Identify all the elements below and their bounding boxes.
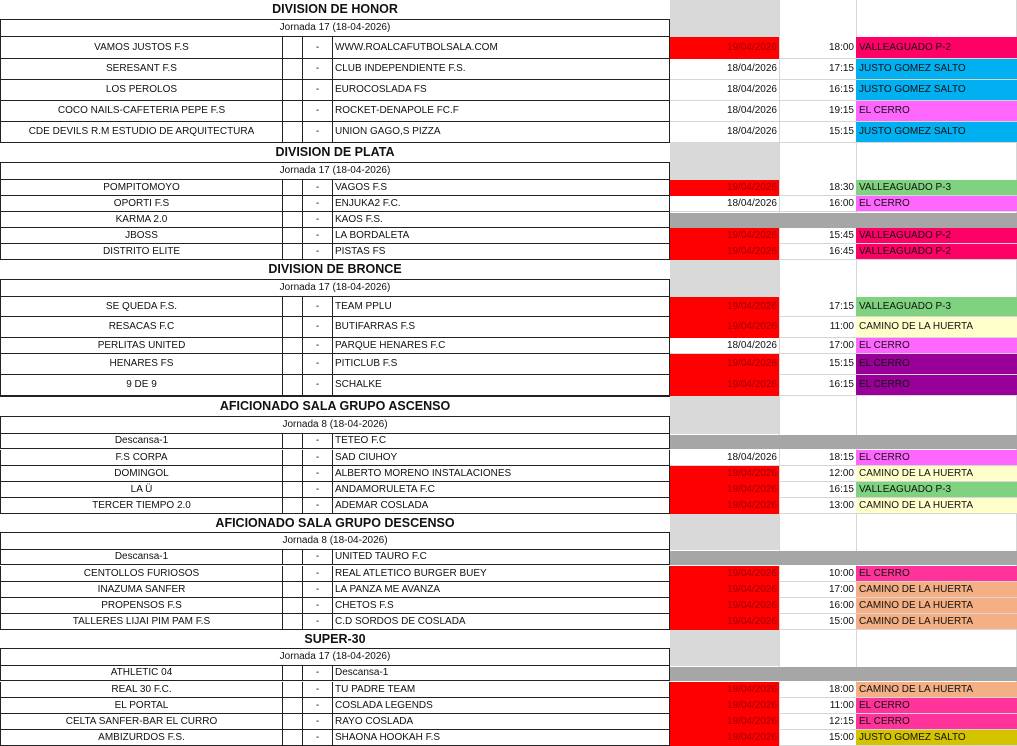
match-time[interactable]: 16:00 bbox=[779, 598, 856, 614]
section-header-shade bbox=[670, 630, 779, 666]
match-date[interactable]: 19/04/2026 bbox=[670, 682, 779, 698]
section-jornada: Jornada 17 (18-04-2026) bbox=[0, 163, 670, 180]
away-team[interactable]: ROCKET-DENAPOLE FC.F bbox=[332, 101, 670, 122]
away-team[interactable]: Descansa-1 bbox=[332, 666, 670, 681]
away-team[interactable]: TETEO F.C bbox=[332, 434, 670, 449]
versus-dash: - bbox=[302, 666, 332, 681]
away-team[interactable]: PISTAS FS bbox=[332, 244, 670, 260]
versus-dash: - bbox=[302, 550, 332, 565]
away-team[interactable]: KAOS F.S. bbox=[332, 212, 670, 228]
match-venue[interactable]: JUSTO GOMEZ SALTO bbox=[856, 730, 1017, 746]
versus-dash: - bbox=[302, 698, 332, 714]
match-time[interactable]: 15:15 bbox=[779, 122, 856, 143]
versus-dash: - bbox=[302, 566, 332, 582]
away-team[interactable]: PARQUE HENARES F.C bbox=[332, 338, 670, 354]
match-venue[interactable]: JUSTO GOMEZ SALTO bbox=[856, 59, 1017, 80]
match-date[interactable]: 19/04/2026 bbox=[670, 375, 779, 396]
match-venue[interactable]: CAMINO DE LA HUERTA bbox=[856, 614, 1017, 630]
match-venue[interactable]: CAMINO DE LA HUERTA bbox=[856, 682, 1017, 698]
home-team[interactable]: CDE DEVILS R.M ESTUDIO DE ARQUITECTURA bbox=[0, 122, 282, 143]
match-venue[interactable]: EL CERRO bbox=[856, 450, 1017, 466]
match-time[interactable]: 16:15 bbox=[779, 375, 856, 396]
rest-match-bar bbox=[670, 435, 1017, 449]
rest-match-bar bbox=[670, 551, 1017, 565]
section-jornada: Jornada 17 (18-04-2026) bbox=[0, 20, 670, 37]
home-team[interactable]: EL PORTAL bbox=[0, 698, 282, 714]
match-time[interactable]: 17:00 bbox=[779, 338, 856, 354]
score-cell[interactable] bbox=[282, 297, 302, 317]
match-venue[interactable]: EL CERRO bbox=[856, 101, 1017, 122]
match-date[interactable]: 18/04/2026 bbox=[670, 338, 779, 354]
away-team[interactable]: PITICLUB F.S bbox=[332, 354, 670, 375]
home-team[interactable]: KARMA 2.0 bbox=[0, 212, 282, 228]
match-date[interactable]: 19/04/2026 bbox=[670, 582, 779, 598]
score-cell[interactable] bbox=[282, 196, 302, 212]
section-jornada: Jornada 17 (18-04-2026) bbox=[0, 280, 670, 297]
match-venue[interactable]: VALLEAGUADO P-3 bbox=[856, 297, 1017, 317]
versus-dash: - bbox=[302, 450, 332, 466]
home-team[interactable]: PROPENSOS F.S bbox=[0, 598, 282, 614]
home-team[interactable]: RESACAS F.C bbox=[0, 317, 282, 338]
score-cell[interactable] bbox=[282, 434, 302, 449]
section-header-shade bbox=[670, 396, 779, 434]
match-time[interactable]: 11:00 bbox=[779, 698, 856, 714]
score-cell[interactable] bbox=[282, 101, 302, 122]
home-team[interactable]: COCO NAILS-CAFETERIA PEPE F.S bbox=[0, 101, 282, 122]
home-team[interactable]: OPORTI F.S bbox=[0, 196, 282, 212]
home-team[interactable]: DISTRITO ELITE bbox=[0, 244, 282, 260]
versus-dash: - bbox=[302, 101, 332, 122]
match-time[interactable]: 16:00 bbox=[779, 196, 856, 212]
away-team[interactable]: ENJUKA2 F.C. bbox=[332, 196, 670, 212]
score-cell[interactable] bbox=[282, 466, 302, 482]
match-time[interactable]: 16:15 bbox=[779, 80, 856, 101]
match-time[interactable]: 18:15 bbox=[779, 450, 856, 466]
match-date[interactable]: 18/04/2026 bbox=[670, 59, 779, 80]
match-venue[interactable]: CAMINO DE LA HUERTA bbox=[856, 582, 1017, 598]
home-team[interactable]: HENARES FS bbox=[0, 354, 282, 375]
score-cell[interactable] bbox=[282, 354, 302, 375]
away-team[interactable]: ADEMAR COSLADA bbox=[332, 498, 670, 514]
section-header-shade bbox=[670, 260, 779, 297]
away-team[interactable]: REAL ATLETICO BURGER BUEY bbox=[332, 566, 670, 582]
section-title: AFICIONADO SALA GRUPO ASCENSO bbox=[0, 396, 670, 417]
match-time[interactable]: 13:00 bbox=[779, 498, 856, 514]
away-team[interactable]: WWW.ROALCAFUTBOLSALA.COM bbox=[332, 37, 670, 59]
score-cell[interactable] bbox=[282, 714, 302, 730]
match-time[interactable]: 15:15 bbox=[779, 354, 856, 375]
home-team[interactable]: TERCER TIEMPO 2.0 bbox=[0, 498, 282, 514]
match-date[interactable]: 19/04/2026 bbox=[670, 317, 779, 338]
match-venue[interactable]: VALLEAGUADO P-2 bbox=[856, 244, 1017, 260]
versus-dash: - bbox=[302, 244, 332, 260]
versus-dash: - bbox=[302, 338, 332, 354]
match-date[interactable]: 19/04/2026 bbox=[670, 482, 779, 498]
match-venue[interactable]: CAMINO DE LA HUERTA bbox=[856, 498, 1017, 514]
match-time[interactable]: 19:15 bbox=[779, 101, 856, 122]
versus-dash: - bbox=[302, 354, 332, 375]
section-title: SUPER-30 bbox=[0, 630, 670, 649]
home-team[interactable]: Descansa-1 bbox=[0, 550, 282, 565]
match-date[interactable]: 19/04/2026 bbox=[670, 730, 779, 746]
score-cell[interactable] bbox=[282, 450, 302, 466]
score-cell[interactable] bbox=[282, 550, 302, 565]
versus-dash: - bbox=[302, 317, 332, 338]
versus-dash: - bbox=[302, 682, 332, 698]
match-venue[interactable]: EL CERRO bbox=[856, 196, 1017, 212]
home-team[interactable]: POMPITOMOYO bbox=[0, 180, 282, 196]
score-cell[interactable] bbox=[282, 698, 302, 714]
score-cell[interactable] bbox=[282, 228, 302, 244]
match-time[interactable]: 16:45 bbox=[779, 244, 856, 260]
versus-dash: - bbox=[302, 297, 332, 317]
versus-dash: - bbox=[302, 122, 332, 143]
match-venue[interactable]: EL CERRO bbox=[856, 714, 1017, 730]
home-team[interactable]: 9 DE 9 bbox=[0, 375, 282, 396]
rest-match-bar bbox=[670, 667, 1017, 681]
score-cell[interactable] bbox=[282, 498, 302, 514]
section-title: DIVISION DE PLATA bbox=[0, 143, 670, 163]
match-time[interactable]: 15:00 bbox=[779, 730, 856, 746]
home-team[interactable]: DOMINGOL bbox=[0, 466, 282, 482]
home-team[interactable]: REAL 30 F.C. bbox=[0, 682, 282, 698]
away-team[interactable]: C.D SORDOS DE COSLADA bbox=[332, 614, 670, 630]
section-title: DIVISION DE HONOR bbox=[0, 0, 670, 20]
match-date[interactable]: 18/04/2026 bbox=[670, 122, 779, 143]
score-cell[interactable] bbox=[282, 244, 302, 260]
home-team[interactable]: VAMOS JUSTOS F.S bbox=[0, 37, 282, 59]
versus-dash: - bbox=[302, 466, 332, 482]
section-jornada: Jornada 17 (18-04-2026) bbox=[0, 649, 670, 666]
versus-dash: - bbox=[302, 482, 332, 498]
match-venue[interactable]: EL CERRO bbox=[856, 375, 1017, 396]
versus-dash: - bbox=[302, 598, 332, 614]
score-cell[interactable] bbox=[282, 582, 302, 598]
match-time[interactable]: 17:00 bbox=[779, 582, 856, 598]
away-team[interactable]: EUROCOSLADA FS bbox=[332, 80, 670, 101]
away-team[interactable]: SAD CIUHOY bbox=[332, 450, 670, 466]
match-venue[interactable]: VALLEAGUADO P-3 bbox=[856, 482, 1017, 498]
match-time[interactable]: 16:15 bbox=[779, 482, 856, 498]
section-jornada: Jornada 8 (18-04-2026) bbox=[0, 417, 670, 434]
versus-dash: - bbox=[302, 196, 332, 212]
match-date[interactable]: 19/04/2026 bbox=[670, 698, 779, 714]
away-team[interactable]: COSLADA LEGENDS bbox=[332, 698, 670, 714]
match-date[interactable]: 19/04/2026 bbox=[670, 498, 779, 514]
match-venue[interactable]: EL CERRO bbox=[856, 566, 1017, 582]
away-team[interactable]: VAGOS F.S bbox=[332, 180, 670, 196]
versus-dash: - bbox=[302, 37, 332, 59]
match-date[interactable]: 18/04/2026 bbox=[670, 196, 779, 212]
match-time[interactable]: 15:45 bbox=[779, 228, 856, 244]
away-team[interactable]: CLUB INDEPENDIENTE F.S. bbox=[332, 59, 670, 80]
match-date[interactable]: 18/04/2026 bbox=[670, 80, 779, 101]
match-time[interactable]: 18:30 bbox=[779, 180, 856, 196]
match-venue[interactable]: EL CERRO bbox=[856, 698, 1017, 714]
match-venue[interactable]: EL CERRO bbox=[856, 338, 1017, 354]
score-cell[interactable] bbox=[282, 666, 302, 681]
match-date[interactable]: 19/04/2026 bbox=[670, 614, 779, 630]
match-time[interactable]: 11:00 bbox=[779, 317, 856, 338]
score-cell[interactable] bbox=[282, 317, 302, 338]
match-time[interactable]: 10:00 bbox=[779, 566, 856, 582]
home-team[interactable]: LA Ü bbox=[0, 482, 282, 498]
score-cell[interactable] bbox=[282, 614, 302, 630]
away-team[interactable]: LA PANZA ME AVANZA bbox=[332, 582, 670, 598]
score-cell[interactable] bbox=[282, 180, 302, 196]
section-header-shade bbox=[670, 0, 779, 37]
match-venue[interactable]: EL CERRO bbox=[856, 354, 1017, 375]
home-team[interactable]: SERESANT F.S bbox=[0, 59, 282, 80]
versus-dash: - bbox=[302, 614, 332, 630]
score-cell[interactable] bbox=[282, 212, 302, 228]
versus-dash: - bbox=[302, 212, 332, 228]
away-team[interactable]: CHETOS F.S bbox=[332, 598, 670, 614]
home-team[interactable]: F.S CORPA bbox=[0, 450, 282, 466]
home-team[interactable]: AMBIZURDOS F.S. bbox=[0, 730, 282, 746]
match-date[interactable]: 19/04/2026 bbox=[670, 714, 779, 730]
home-team[interactable]: SE QUEDA F.S. bbox=[0, 297, 282, 317]
away-team[interactable]: RAYO COSLADA bbox=[332, 714, 670, 730]
match-venue[interactable]: JUSTO GOMEZ SALTO bbox=[856, 80, 1017, 101]
section-header-shade bbox=[670, 143, 779, 180]
away-team[interactable]: SHAONA HOOKAH F.S bbox=[332, 730, 670, 746]
match-date[interactable]: 19/04/2026 bbox=[670, 354, 779, 375]
score-cell[interactable] bbox=[282, 80, 302, 101]
versus-dash: - bbox=[302, 582, 332, 598]
home-team[interactable]: CELTA SANFER-BAR EL CURRO bbox=[0, 714, 282, 730]
match-time[interactable]: 18:00 bbox=[779, 37, 856, 59]
away-team[interactable]: SCHALKE bbox=[332, 375, 670, 396]
home-team[interactable]: JBOSS bbox=[0, 228, 282, 244]
score-cell[interactable] bbox=[282, 59, 302, 80]
match-venue[interactable]: CAMINO DE LA HUERTA bbox=[856, 598, 1017, 614]
score-cell[interactable] bbox=[282, 122, 302, 143]
away-team[interactable]: UNION GAGO,S PIZZA bbox=[332, 122, 670, 143]
home-team[interactable]: ATHLETIC 04 bbox=[0, 666, 282, 681]
match-time[interactable]: 17:15 bbox=[779, 59, 856, 80]
score-cell[interactable] bbox=[282, 338, 302, 354]
section-jornada: Jornada 8 (18-04-2026) bbox=[0, 533, 670, 550]
away-team[interactable]: TU PADRE TEAM bbox=[332, 682, 670, 698]
section-title: AFICIONADO SALA GRUPO DESCENSO bbox=[0, 514, 670, 533]
score-cell[interactable] bbox=[282, 37, 302, 59]
versus-dash: - bbox=[302, 228, 332, 244]
score-cell[interactable] bbox=[282, 375, 302, 396]
match-date[interactable]: 18/04/2026 bbox=[670, 101, 779, 122]
match-date[interactable]: 19/04/2026 bbox=[670, 598, 779, 614]
home-team[interactable]: TALLERES LIJAI PIM PAM F.S bbox=[0, 614, 282, 630]
match-date[interactable]: 19/04/2026 bbox=[670, 566, 779, 582]
home-team[interactable]: INAZUMA SANFER bbox=[0, 582, 282, 598]
home-team[interactable]: LOS PEROLOS bbox=[0, 80, 282, 101]
match-venue[interactable]: CAMINO DE LA HUERTA bbox=[856, 466, 1017, 482]
score-cell[interactable] bbox=[282, 682, 302, 698]
score-cell[interactable] bbox=[282, 482, 302, 498]
home-team[interactable]: Descansa-1 bbox=[0, 434, 282, 449]
match-time[interactable]: 15:00 bbox=[779, 614, 856, 630]
match-date[interactable]: 19/04/2026 bbox=[670, 37, 779, 59]
versus-dash: - bbox=[302, 375, 332, 396]
match-time[interactable]: 12:00 bbox=[779, 466, 856, 482]
home-team[interactable]: CENTOLLOS FURIOSOS bbox=[0, 566, 282, 582]
match-venue[interactable]: JUSTO GOMEZ SALTO bbox=[856, 122, 1017, 143]
away-team[interactable]: TEAM PPLU bbox=[332, 297, 670, 317]
match-date[interactable]: 18/04/2026 bbox=[670, 450, 779, 466]
versus-dash: - bbox=[302, 434, 332, 449]
score-cell[interactable] bbox=[282, 598, 302, 614]
versus-dash: - bbox=[302, 730, 332, 746]
match-date[interactable]: 19/04/2026 bbox=[670, 244, 779, 260]
match-venue[interactable]: VALLEAGUADO P-3 bbox=[856, 180, 1017, 196]
match-venue[interactable]: VALLEAGUADO P-2 bbox=[856, 228, 1017, 244]
away-team[interactable]: ANDAMORULETA F.C bbox=[332, 482, 670, 498]
match-date[interactable]: 19/04/2026 bbox=[670, 466, 779, 482]
away-team[interactable]: ALBERTO MORENO INSTALACIONES bbox=[332, 466, 670, 482]
home-team[interactable]: PERLITAS UNITED bbox=[0, 338, 282, 354]
match-venue[interactable]: CAMINO DE LA HUERTA bbox=[856, 317, 1017, 338]
match-time[interactable]: 12:15 bbox=[779, 714, 856, 730]
score-cell[interactable] bbox=[282, 566, 302, 582]
match-date[interactable]: 19/04/2026 bbox=[670, 297, 779, 317]
versus-dash: - bbox=[302, 80, 332, 101]
versus-dash: - bbox=[302, 59, 332, 80]
away-team[interactable]: UNITED TAURO F.C bbox=[332, 550, 670, 565]
versus-dash: - bbox=[302, 180, 332, 196]
match-time[interactable]: 17:15 bbox=[779, 297, 856, 317]
match-venue[interactable]: VALLEAGUADO P-2 bbox=[856, 37, 1017, 59]
versus-dash: - bbox=[302, 498, 332, 514]
section-header-shade bbox=[670, 514, 779, 550]
score-cell[interactable] bbox=[282, 730, 302, 746]
match-date[interactable]: 19/04/2026 bbox=[670, 180, 779, 196]
away-team[interactable]: LA BORDALETA bbox=[332, 228, 670, 244]
match-time[interactable]: 18:00 bbox=[779, 682, 856, 698]
rest-match-bar bbox=[670, 213, 1017, 228]
match-date[interactable]: 19/04/2026 bbox=[670, 228, 779, 244]
away-team[interactable]: BUTIFARRAS F.S bbox=[332, 317, 670, 338]
versus-dash: - bbox=[302, 714, 332, 730]
section-title: DIVISION DE BRONCE bbox=[0, 260, 670, 280]
